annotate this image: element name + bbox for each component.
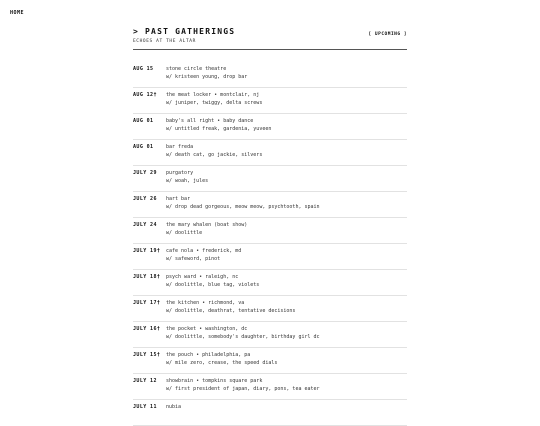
show-item: [133, 166, 407, 192]
show-venue: purgatory: [166, 169, 194, 176]
show-item: [133, 374, 407, 400]
show-lineup: w/ mile zero, crease, the speed dials: [166, 359, 278, 366]
show-venue: hart bar: [166, 195, 191, 202]
show-date: AUG 12†: [133, 92, 157, 98]
show-venue: psych ward • raleigh, nc: [166, 273, 239, 280]
show-venue: the pouch • philadelphia, pa: [166, 351, 251, 358]
show-date: JULY 19†: [133, 248, 161, 254]
show-venue: stone circle theatre: [166, 65, 227, 72]
show-venue: baby's all right • baby dance: [166, 117, 254, 124]
page-title: > PAST GATHERINGS: [133, 27, 236, 36]
show-venue: cafe nola • frederick, md: [166, 247, 242, 254]
show-item: [133, 114, 407, 140]
show-venue: the pocket • washington, dc: [166, 325, 248, 332]
show-date: JULY 24: [133, 222, 157, 228]
show-lineup: w/ first president of japan, diary, pons, tea eater: [166, 385, 320, 392]
show-lineup: w/ untitled freak, gardenia, yuveen: [166, 125, 272, 132]
show-lineup: w/ doolittle, somebody's daughter, birthday girl dc: [166, 333, 320, 340]
show-item: [133, 140, 407, 166]
show-item: [133, 88, 407, 114]
show-lineup: w/ doolittle, blue tag, violets: [166, 281, 260, 288]
page-subtitle: ECHOES AT THE ALTAR: [133, 39, 196, 44]
show-date: JULY 16†: [133, 326, 161, 332]
show-item: [133, 218, 407, 244]
upcoming-link[interactable]: [ UPCOMING ]: [368, 32, 407, 37]
show-lineup: w/ doolittle: [166, 229, 203, 236]
show-lineup: w/ juniper, twiggy, delta screws: [166, 99, 263, 106]
show-date: JULY 29: [133, 170, 157, 176]
show-date: JULY 18†: [133, 274, 161, 280]
section-header: [133, 27, 407, 50]
show-item: [133, 244, 407, 270]
show-item: [133, 296, 407, 322]
show-date: JULY 12: [133, 378, 157, 384]
show-item: [133, 192, 407, 218]
show-date: JULY 11: [133, 404, 157, 410]
show-date: AUG 01: [133, 118, 154, 124]
show-lineup: w/ death cat, go jackie, silvers: [166, 151, 263, 158]
show-date: JULY 26: [133, 196, 157, 202]
show-venue: nubia: [166, 403, 182, 410]
show-date: JULY 17†: [133, 300, 161, 306]
past-gatherings-section: [133, 27, 407, 426]
show-item: [133, 400, 407, 426]
show-lineup: w/ safeword, pinot: [166, 255, 221, 262]
home-link[interactable]: HOME: [10, 10, 25, 16]
show-date: AUG 15: [133, 66, 154, 72]
show-lineup: w/ kristeen young, drop bar: [166, 73, 248, 80]
show-venue: bar freda: [166, 143, 194, 150]
show-venue: the kitchen • richmond, va: [166, 299, 245, 306]
show-venue: showbrain • tompkins square park: [166, 377, 263, 384]
show-date: JULY 15†: [133, 352, 161, 358]
show-date: AUG 01: [133, 144, 154, 150]
show-lineup: w/ woah, jules: [166, 177, 209, 184]
show-lineup: w/ doolittle, deathrat, tentative decisions: [166, 307, 296, 314]
show-venue: the meat locker • montclair, nj: [166, 91, 260, 98]
show-item: [133, 270, 407, 296]
show-item: [133, 348, 407, 374]
show-list: [133, 62, 407, 426]
show-item: [133, 62, 407, 88]
show-venue: the mary whalen (boat show): [166, 221, 248, 228]
show-lineup: w/ drop dead gorgeous, meow meow, psychtooth, spain: [166, 203, 320, 210]
show-item: [133, 322, 407, 348]
